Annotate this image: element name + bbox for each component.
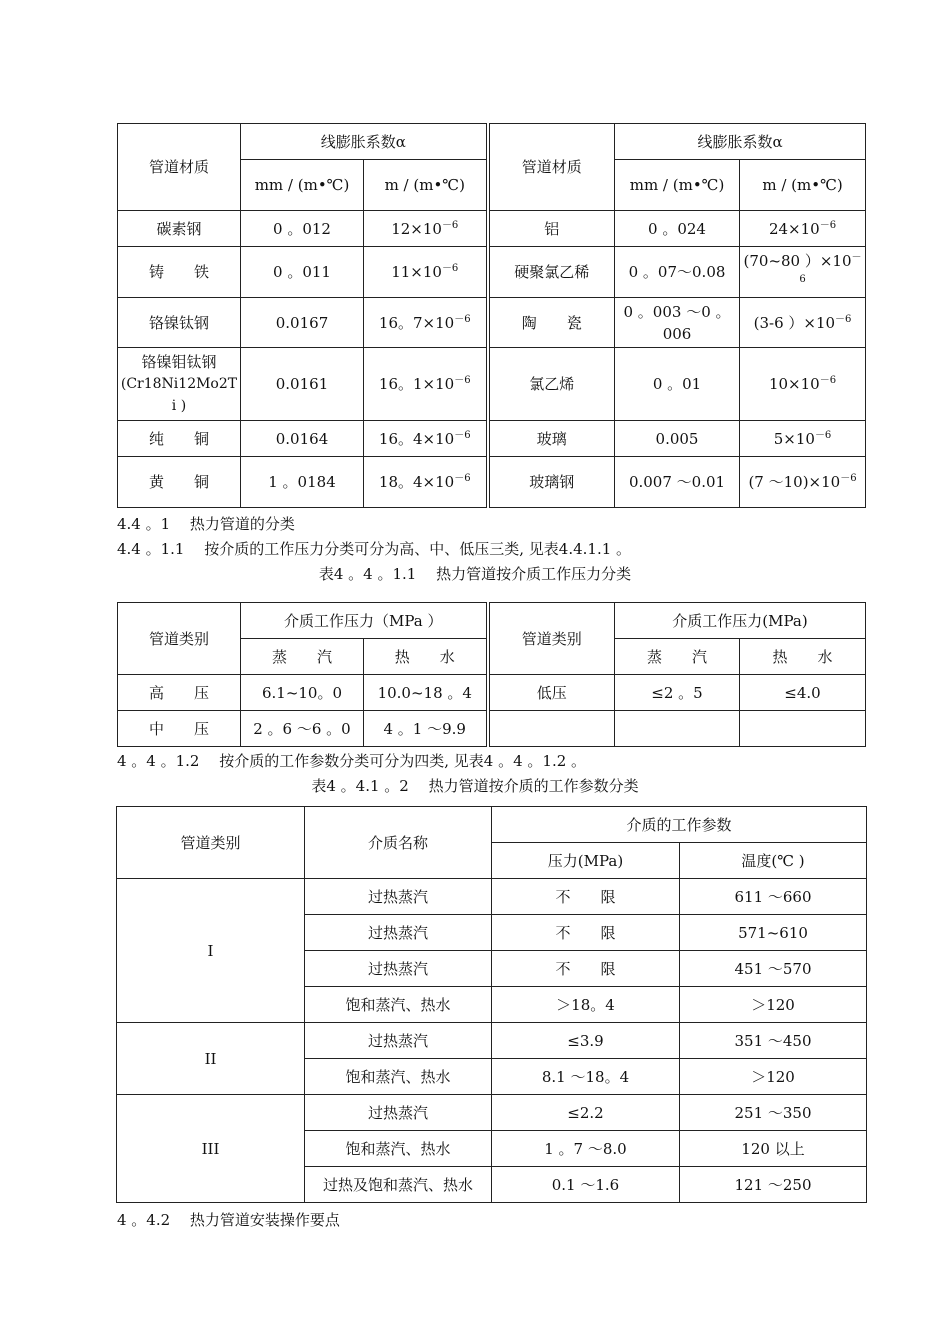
water-pressure-cell: ≤4.0 <box>740 675 866 711</box>
material-cell <box>118 421 241 457</box>
temperature-cell: ＞120 <box>680 1059 867 1095</box>
coefficient-exponent: －6 <box>835 313 852 325</box>
pressure-cell: 1 。7 ～8.0 <box>492 1131 680 1167</box>
pressure-cell: 不 限 <box>492 915 680 951</box>
header-material-right: 管道材质 <box>488 124 615 211</box>
pressure-cell: 8.1 ～18。4 <box>492 1059 680 1095</box>
temperature-cell: 571~610 <box>680 915 867 951</box>
table-row <box>118 711 866 747</box>
coefficient-exponent: －6 <box>799 252 862 285</box>
pressure-cell: ≤2.2 <box>492 1095 680 1131</box>
coef-mm-cell: 1 。0184 <box>241 457 364 508</box>
material-cell: 玻璃钢 <box>488 457 615 508</box>
steam-pressure-cell: ≤2 。5 <box>615 675 740 711</box>
medium-cell: 饱和蒸汽、热水 <box>305 1059 492 1095</box>
parameter-classification-table <box>116 806 867 1203</box>
coef-mm-cell: 0.005 <box>615 421 740 457</box>
coefficient-base: (3-6 ）×10 <box>753 313 836 332</box>
coefficient-exponent: －6 <box>441 219 459 231</box>
header-pressure-left: 介质工作压力（MPa ） <box>241 603 488 639</box>
coefficient-exponent: －6 <box>840 473 857 484</box>
header-steam-left: 蒸 汽 <box>241 639 364 675</box>
table-row <box>118 457 866 508</box>
material-name: 铸 铁 <box>148 263 209 281</box>
coefficient-exponent: －6 <box>819 375 837 386</box>
coef-m-cell <box>364 457 488 508</box>
pressure-cell: 不 限 <box>492 951 680 987</box>
coef-mm-cell: 0 。07～0.08 <box>615 247 740 298</box>
coefficient-base: 16。7×10 <box>378 313 455 332</box>
header-unit-m-left: m / (m•℃) <box>364 160 488 211</box>
temperature-cell: 451 ～570 <box>680 951 867 987</box>
table-row <box>118 211 866 247</box>
table-row <box>117 879 867 915</box>
table-row <box>117 1095 867 1131</box>
table-row <box>118 298 866 348</box>
header-coef-right: 线膨胀系数α <box>615 124 866 160</box>
coef-m-cell <box>364 421 488 457</box>
temperature-cell: 251 ～350 <box>680 1095 867 1131</box>
coefficient-base: 16。4×10 <box>378 429 455 448</box>
steam-pressure-cell: 2 。6 ～6 。0 <box>241 711 364 747</box>
medium-cell: 饱和蒸汽、热水 <box>305 987 492 1023</box>
coef-mm-cell: 0 。011 <box>241 247 364 298</box>
material-cell <box>118 457 241 508</box>
medium-cell: 过热蒸汽 <box>305 915 492 951</box>
material-cell: 陶 瓷 <box>488 298 615 348</box>
header-medium: 介质名称 <box>305 807 492 879</box>
coefficient-base: 11×10 <box>391 263 442 281</box>
header-pressure: 压力(MPa) <box>492 843 680 879</box>
material-cell <box>118 247 241 298</box>
coefficient-exponent: －6 <box>814 429 832 441</box>
coefficient-base: 12×10 <box>391 219 442 238</box>
header-temperature: 温度(℃ ) <box>680 843 867 879</box>
temperature-cell: 351 ～450 <box>680 1023 867 1059</box>
header-material-left: 管道材质 <box>118 124 241 211</box>
coefficient-base: 16。1×10 <box>378 375 455 393</box>
water-pressure-cell: 10.0~18 。4 <box>364 675 488 711</box>
temperature-cell: 121 ～250 <box>680 1167 867 1203</box>
material-cell: 玻璃 <box>488 421 615 457</box>
header-water-left: 热 水 <box>364 639 488 675</box>
header-unit-mm-right: mm / (m•℃) <box>615 160 740 211</box>
material-formula: (Cr18Ni12Mo2Ti ) <box>120 376 238 414</box>
water-pressure-cell: 4 。1 ～9.9 <box>364 711 488 747</box>
expansion-coefficient-table <box>117 123 866 508</box>
category-cell: III <box>117 1095 305 1203</box>
table-row <box>118 348 866 421</box>
coef-mm-cell: 0 。012 <box>241 211 364 247</box>
coef-m-cell <box>364 211 488 247</box>
header-pressure-right: 介质工作压力(MPa) <box>615 603 866 639</box>
medium-cell: 过热及饱和蒸汽、热水 <box>305 1167 492 1203</box>
header-water-right: 热 水 <box>740 639 866 675</box>
header-category: 管道类别 <box>117 807 305 879</box>
coefficient-base: 24×10 <box>768 219 820 238</box>
category-cell: I <box>117 879 305 1023</box>
category-cell: II <box>117 1023 305 1095</box>
coef-m-cell <box>364 348 488 421</box>
medium-cell: 饱和蒸汽、热水 <box>305 1131 492 1167</box>
coef-m-cell <box>364 247 488 298</box>
coefficient-exponent: －6 <box>819 219 837 231</box>
coef-m-cell <box>740 421 866 457</box>
header-params: 介质的工作参数 <box>492 807 867 843</box>
coefficient-base: (7 ～10)×10 <box>748 473 841 491</box>
pressure-cell: ≤3.9 <box>492 1023 680 1059</box>
coef-m-cell <box>740 211 866 247</box>
category-cell <box>488 711 615 747</box>
material-cell: 硬聚氯乙稀 <box>488 247 615 298</box>
pressure-cell: ＞18。4 <box>492 987 680 1023</box>
steam-pressure-cell <box>615 711 740 747</box>
coefficient-exponent: －6 <box>454 375 471 386</box>
medium-cell: 过热蒸汽 <box>305 1095 492 1131</box>
section-4-4-1: 4.4 。1 热力管道的分类 <box>117 515 295 533</box>
header-steam-right: 蒸 汽 <box>615 639 740 675</box>
material-name: 纯 铜 <box>148 429 209 448</box>
coef-mm-cell: 0.0161 <box>241 348 364 421</box>
category-cell: 中 压 <box>118 711 241 747</box>
header-category-right: 管道类别 <box>488 603 615 675</box>
pressure-classification-table <box>117 602 866 747</box>
material-cell <box>118 211 241 247</box>
section-4-4-2: 4 。4.2 热力管道安装操作要点 <box>117 1211 340 1229</box>
coefficient-base: 18。4×10 <box>378 473 455 491</box>
coef-mm-cell: 0 。024 <box>615 211 740 247</box>
section-4-4-1-1: 4.4 。1.1 按介质的工作压力分类可分为高、中、低压三类, 见表4.4.1.1 。 <box>117 540 632 558</box>
coef-m-cell <box>740 247 866 298</box>
coef-mm-cell: 0 。01 <box>615 348 740 421</box>
medium-cell: 过热蒸汽 <box>305 1023 492 1059</box>
coefficient-exponent: －6 <box>454 313 471 325</box>
material-cell <box>118 298 241 348</box>
section-4-4-1-2: 4 。4 。1.2 按介质的工作参数分类可分为四类, 见表4 。4 。1.2 。 <box>117 752 587 770</box>
category-cell: 低压 <box>488 675 615 711</box>
coef-m-cell <box>364 298 488 348</box>
coefficient-base: (70~80 ）×10 <box>743 252 852 270</box>
coefficient-exponent: －6 <box>441 263 459 274</box>
caption-table-4-4-1-1: 表4 。4 。1.1 热力管道按介质工作压力分类 <box>318 565 632 583</box>
coefficient-exponent: －6 <box>454 473 471 484</box>
pressure-cell: 0.1 ～1.6 <box>492 1167 680 1203</box>
coef-m-cell <box>740 348 866 421</box>
header-unit-m-right: m / (m•℃) <box>740 160 866 211</box>
medium-cell: 过热蒸汽 <box>305 879 492 915</box>
coefficient-base: 5×10 <box>773 429 815 448</box>
table-row <box>118 675 866 711</box>
temperature-cell: ＞120 <box>680 987 867 1023</box>
material-cell: 铝 <box>488 211 615 247</box>
table-row <box>118 421 866 457</box>
steam-pressure-cell: 6.1~10。0 <box>241 675 364 711</box>
material-name: 铬镍钛钢 <box>148 313 209 332</box>
water-pressure-cell <box>740 711 866 747</box>
material-cell: 氯乙烯 <box>488 348 615 421</box>
caption-table-4-4-1-2: 表4 。4.1 。2 热力管道按介质的工作参数分类 <box>311 777 639 795</box>
table-row <box>117 1023 867 1059</box>
category-cell: 高 压 <box>118 675 241 711</box>
coefficient-base: 10×10 <box>768 375 820 393</box>
coef-mm-cell: 0 。003 ～0 。006 <box>615 298 740 348</box>
material-cell <box>118 348 241 421</box>
coef-m-cell <box>740 298 866 348</box>
table-row <box>118 247 866 298</box>
coef-mm-cell: 0.0164 <box>241 421 364 457</box>
temperature-cell: 120 以上 <box>680 1131 867 1167</box>
coef-mm-cell: 0.007 ～0.01 <box>615 457 740 508</box>
medium-cell: 过热蒸汽 <box>305 951 492 987</box>
coef-mm-cell: 0.0167 <box>241 298 364 348</box>
coefficient-exponent: －6 <box>454 429 471 441</box>
header-unit-mm-left: mm / (m•℃) <box>241 160 364 211</box>
pressure-cell: 不 限 <box>492 879 680 915</box>
temperature-cell: 611 ～660 <box>680 879 867 915</box>
material-name: 铬镍钼钛钢 <box>141 353 217 371</box>
material-name: 碳素钢 <box>156 219 202 238</box>
header-coef-left: 线膨胀系数α <box>241 124 488 160</box>
header-category-left: 管道类别 <box>118 603 241 675</box>
coef-m-cell <box>740 457 866 508</box>
material-name: 黄 铜 <box>148 473 209 491</box>
